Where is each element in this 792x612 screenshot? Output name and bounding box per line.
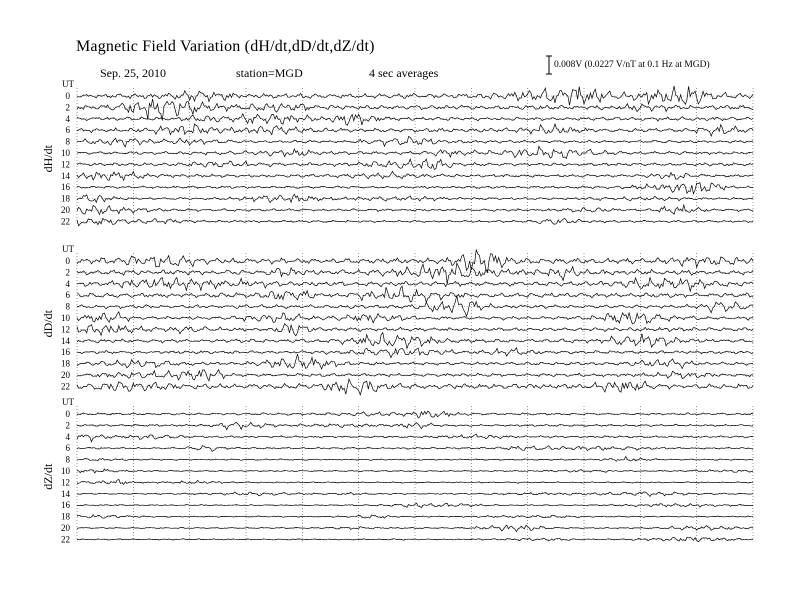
scale-note: 0.008V (0.0227 V/nT at 0.1 Hz at MGD) <box>554 60 710 70</box>
row-label: 2 <box>65 420 70 431</box>
station-label: station=MGD <box>236 66 303 80</box>
row-label: 14 <box>61 335 70 346</box>
row-label: 20 <box>61 205 70 215</box>
trace-line <box>77 205 753 215</box>
row-label: 0 <box>65 91 70 101</box>
trace-line <box>77 422 753 430</box>
panel-3 <box>41 397 753 544</box>
row-label: 2 <box>65 267 70 278</box>
row-label: 6 <box>65 290 70 301</box>
panel-2 <box>41 244 753 395</box>
panel-1 <box>41 79 753 226</box>
ut-label: UT <box>62 79 74 89</box>
row-label: 0 <box>65 256 70 266</box>
row-label: 8 <box>65 301 70 312</box>
row-label: 18 <box>61 358 70 369</box>
averaging-label: 4 sec averages <box>369 66 439 80</box>
trace-line <box>77 379 753 395</box>
scale-bar <box>546 56 552 74</box>
trace-line <box>77 218 753 226</box>
trace-line <box>77 194 753 202</box>
row-label: 16 <box>61 347 70 358</box>
trace-line <box>77 492 753 497</box>
row-label: 4 <box>65 278 70 289</box>
row-label: 22 <box>61 216 70 227</box>
row-label: 18 <box>61 511 70 522</box>
panel-ylabel: dD/dt <box>41 310 55 338</box>
row-label: 20 <box>61 370 70 380</box>
panel-ylabel: dZ/dt <box>41 463 55 490</box>
row-label: 16 <box>61 500 70 511</box>
panel-ylabel: dH/dt <box>41 145 55 173</box>
row-label: 20 <box>61 523 70 533</box>
row-label: 12 <box>61 159 70 170</box>
trace-line <box>77 446 753 452</box>
trace-line <box>77 286 753 302</box>
trace-line <box>77 434 753 442</box>
row-label: 22 <box>61 381 70 392</box>
row-label: 0 <box>65 409 70 419</box>
date-label: Sep. 25, 2010 <box>100 66 166 80</box>
row-label: 10 <box>61 148 70 158</box>
row-label: 12 <box>61 324 70 335</box>
row-label: 16 <box>61 182 70 193</box>
row-label: 10 <box>61 313 70 323</box>
row-label: 10 <box>61 466 70 476</box>
row-label: 14 <box>61 488 70 499</box>
chart-title: Magnetic Field Variation (dH/dt,dD/dt,dZ/dt) <box>76 38 375 55</box>
row-label: 4 <box>65 113 70 124</box>
row-label: 8 <box>65 454 70 465</box>
row-label: 14 <box>61 170 70 181</box>
row-label: 4 <box>65 431 70 442</box>
row-label: 6 <box>65 443 70 454</box>
row-label: 8 <box>65 136 70 147</box>
row-label: 18 <box>61 193 70 204</box>
ut-label: UT <box>62 244 74 254</box>
row-label: 22 <box>61 534 70 545</box>
row-label: 6 <box>65 125 70 136</box>
row-label: 2 <box>65 102 70 113</box>
ut-label: UT <box>62 397 74 407</box>
row-label: 12 <box>61 477 70 488</box>
